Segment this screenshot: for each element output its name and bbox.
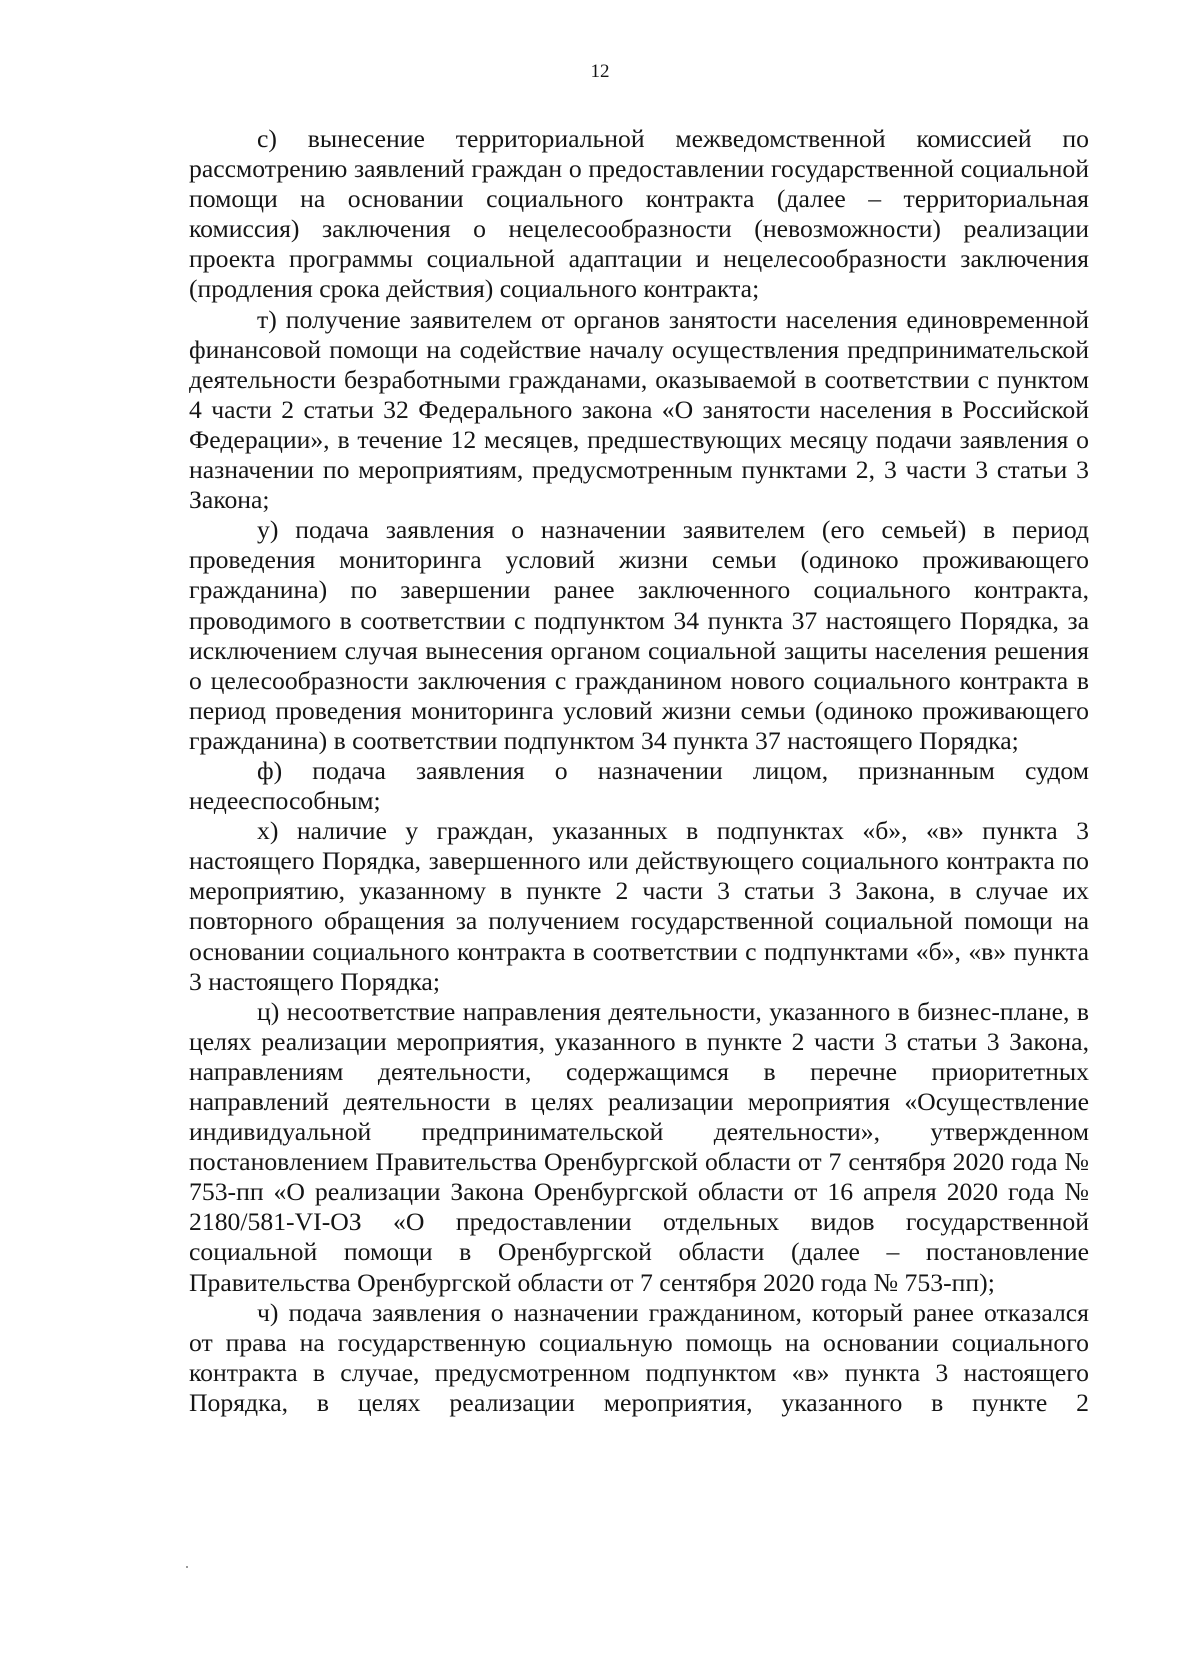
paragraph-ch: ч) подача заявления о назначении гражданином, который ранее отказался от права на государственную социальную помощь на основании социального контракта в случае, предусмотренном подпунктом «в» пункта 3 настоящего Порядка, в целях реализации мероприятия, указанного в пункте 2 xyxy=(189,1297,1089,1417)
paragraph-u: у) подача заявления о назначении заявителем (его семьей) в период проведения мониторинга условий жизни семьи (одиноко проживающего гражданина) по завершении ранее заключенного социального контракта, проводимого в соответствии с подпунктом 34 пункта 37 настоящего Порядка, за исключением случая вынесения органом социальной защиты населения решения о целесообразности заключения с гражданином нового социального контракта в период проведения мониторинга условий жизни семьи (одиноко проживающего гражданина) в соответствии подпунктом 34 пункта 37 настоящего Порядка; xyxy=(189,515,1089,755)
paragraph-t: т) получение заявителем от органов занятости населения единовременной финансовой помощи на содействие началу осуществления предпринимательской деятельности безработными гражданами, оказываемой в соответствии с пунктом 4 части 2 статьи 32 Федерального закона «О занятости населения в Российской Федерации», в течение 12 месяцев, предшествующих месяцу подачи заявления о назначении по мероприятиям, предусмотренным пунктами 2, 3 части 3 статьи 3 Закона; xyxy=(189,304,1089,515)
page-number: 12 xyxy=(590,61,610,82)
document-body xyxy=(189,124,1089,1418)
scan-speck xyxy=(186,1566,188,1568)
paragraph-kh: х) наличие у граждан, указанных в подпунктах «б», «в» пункта 3 настоящего Порядка, завершенного или действующего социального контракта по мероприятию, указанному в пункте 2 части 3 статьи 3 Закона, в случае их повторного обращения за получением государственной социальной помощи на основании социального контракта в соответствии с подпунктами «б», «в» пункта 3 настоящего Порядка; xyxy=(189,816,1089,996)
paragraph-f: ф) подача заявления о назначении лицом, признанным судом недееспособным; xyxy=(189,755,1089,816)
paragraph-ts: ц) несоответствие направления деятельности, указанного в бизнес-плане, в целях реализации мероприятия, указанного в пункте 2 части 3 статьи 3 Закона, направлениям деятельности, содержащимся в перечне приоритетных направлений деятельности в целях реализации мероприятия «Осуществление индивидуальной предпринимательской деятельности», утвержденном постановлением Правительства Оренбургской области от 7 сентября 2020 года № 753-пп «О реализации Закона Оренбургской области от 16 апреля 2020 года № 2180/581-VI-ОЗ «О предоставлении отдельных видов государственной социальной помощи в Оренбургской области (далее – постановление Правительства Оренбургской области от 7 сентября 2020 года № 753-пп); xyxy=(189,996,1089,1297)
paragraph-s: с) вынесение территориальной межведомственной комиссией по рассмотрению заявлений граждан о предоставлении государственной социальной помощи на основании социального контракта (далее – территориальная комиссия) заключения о нецелесообразности (невозможности) реализации проекта программы социальной адаптации и нецелесообразности заключения (продления срока действия) социального контракта; xyxy=(189,124,1089,304)
